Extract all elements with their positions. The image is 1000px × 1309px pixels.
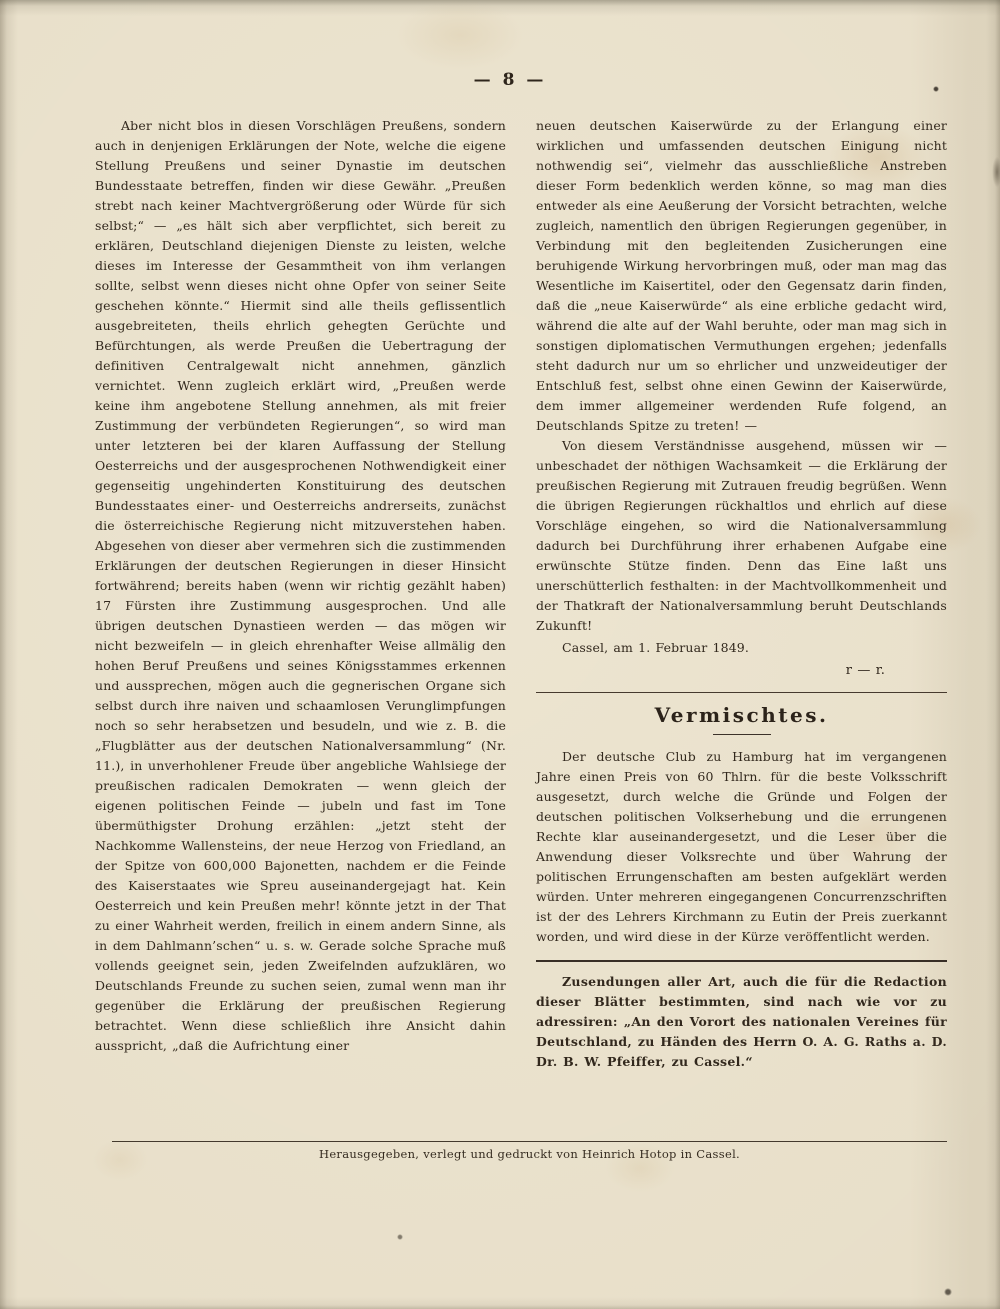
article-signature: r — r. (845, 663, 885, 678)
page-number: — 8 — (473, 70, 547, 90)
section-title: Vermischtes. (654, 703, 829, 727)
body-paragraph: Aber nicht blos in diesen Vorschlägen Preußens, sondern auch in denjenigen Erklärungen der Note, welche die eigene Stellung Preußens und seiner Dynastie im deutschen Bundesstaate betreffen, finden wir diese Gewähr. „Preußen strebt nach keiner Machtvergrößerung oder Würde für sich selbst;“ — „es hält sich aber verpflichtet, sich bereit zu erklären, Deutschland diejenigen Dienste zu leisten, welche dieses im Interesse der Gesammtheit von ihm verlangen sollte, selbst wenn dieses nicht ohne Opfer von seiner Seite geschehen könnte.“ Hiermit sind alle theils geflissentlich ausgebreiteten, theils ehrlich gehegten Gerüchte und Befürchtungen, als werde Preußen die Uebertragung der definitiven Centralgewalt nicht annehmen, gänzlich vernichtet. Wenn zugleich erklärt wird, „Preußen werde keine ihm angebotene Stellung annehmen, als mit freier Zustimmung der verbündeten Regierungen“, so wird man unter letzteren bei der klaren Auffassung der Stellung Oesterreichs und der ausgesprochenen Nothwendigkeit einer gegenseitig ungehinderten Konstituirung des deutschen Bundesstaates einer- und Oesterreichs andrerseits, zunächst die österreichische Regierung nicht mitzuverstehen haben. Abgesehen von dieser aber vermehren sich die zustimmenden Erklärungen der deutschen Regierungen in dieser Hinsicht fortwährend; bereits haben (wenn wir richtig gezählt haben) 17 Fürsten ihre Zustimmung ausgesprochen. Und alle übrigen deutschen Dynastieen werden — das mögen wir nicht bezweifeln — in gleich ehrenhafter Weise allmälig den hohen Beruf Preußens und seines Königsstammes erkennen und aussprechen, mögen auch die gegnerischen Organe sich selbst durch ihre naiven und schaamlosen Verunglimpfungen noch so sehr herabsetzen und besudeln, und wie z. B. die „Flugblätter aus der deutschen Nationalversammlung“ (Nr. 11.), in unverhohlener Freude über angebliche Wahlsiege der preußischen radicalen Demokraten — wenn gleich der eigenen politischen Feinde — jubeln und fast im Tone übermüthigster Drohung erzählen: „jetzt steht der Nachkomme Wallensteins, der neue Herzog von Friedland, an der Spitze von 600,000 Bajonetten, nachdem er die Feinde des Kaiserstaates wie Spreu auseinandergejagt hat. Kein Oesterreich und kein Preußen mehr! könnte jetzt in der That zu einer Wahrheit werden, freilich in einem andern Sinne, als in dem Dahlmann’schen“ u. s. w. Gerade solche Sprache muß vollends geeignet sein, jeden Zweifelnden aufzuklären, wo Deutschlands Freunde zu suchen seien, zumal wenn man ihr gegenüber die Erklärung der preußischen Regierung betrachtet. Wenn diese schließlich ihre Ansicht dahin ausspricht, „daß die Aufrichtung einer (95, 118, 506, 1053)
text-columns (95, 116, 947, 1072)
notice-divider (536, 960, 947, 962)
left-column (95, 116, 506, 1072)
imprint-line: Herausgegeben, verlegt und gedruckt von Heinrich Hotop in Cassel. (318, 1147, 741, 1161)
page-footer (112, 1141, 947, 1161)
notice-paragraph: Zusendungen aller Art, auch die für die Redaction dieser Blätter bestimmten, sind nach wie vor zu adressiren: „An den Vorort des nationalen Vereines für Deutschland, zu Händen des Herrn O. A. G. Raths a. D. Dr. B. W. Pfeiffer, zu Cassel.“ (536, 974, 947, 1069)
right-column (536, 116, 947, 1072)
section-title-rule (713, 734, 771, 735)
footer-rule (112, 1141, 947, 1142)
body-paragraph: Von diesem Verständnisse ausgehend, müssen wir — unbeschadet der nöthigen Wachsamkeit — die Erklärung der preußischen Regierung mit Zutrauen freudig begrüßen. Wenn die übrigen Regierungen rückhaltlos und ehrlich auf diese Vorschläge eingehen, so wird die Nationalversammlung dadurch bei Durchführung ihrer erhabenen Aufgabe eine erwünschte Stütze finden. Denn das Eine laßt uns unerschütterlich festhalten: in der Machtvollkommenheit und der Thatkraft der Nationalversammlung beruht Deutschlands Zukunft! (536, 438, 947, 633)
section-divider (536, 692, 947, 693)
misc-paragraph: Der deutsche Club zu Hamburg hat im vergangenen Jahre einen Preis von 60 Thlrn. für die beste Volksschrift ausgesetzt, durch welche die Gründe und Folgen der deutschen politischen Volkserhebung und die errungenen Rechte klar auseinandergesetzt, und die Leser über die Anwendung dieser Volksrechte und über Wahrung der politischen Errungenschaften am besten aufgeklärt werden würden. Unter mehreren eingegangenen Concurrenzschriften ist der des Lehrers Kirchmann zu Eutin der Preis zuerkannt worden, und wird diese in der Kürze veröffentlicht werden. (536, 749, 947, 944)
article-dateline: Cassel, am 1. Februar 1849. (562, 640, 750, 655)
body-paragraph: neuen deutschen Kaiserwürde zu der Erlangung einer wirklichen und umfassenden deutschen Einigung nicht nothwendig sei“, vielmehr das ausschließliche Anstreben dieser Form bedenklich werden könne, so mag man dies entweder als eine Aeußerung der Vorsicht betrachten, welche zugleich, namentlich den übrigen Regierungen gegenüber, in Verbindung mit den begleitenden Zusicherungen eine beruhigende Wirkung hervorbringen muß, oder man mag das Wesentliche im Kaisertitel, oder den Gegensatz darin finden, daß die „neue Kaiserwürde“ als eine erbliche gedacht wird, während die alte auf der Wahl beruhte, oder man mag sich in sonstigen diplomatischen Vermuthungen ergehen; jedenfalls steht dadurch nur um so ehrlicher und unzweideutiger der Entschluß fest, selbst ohne einen Gewinn der Kaiserwürde, dem immer allgemeiner werdenden Rufe folgend, an Deutschlands Spitze zu treten! — (536, 118, 947, 433)
